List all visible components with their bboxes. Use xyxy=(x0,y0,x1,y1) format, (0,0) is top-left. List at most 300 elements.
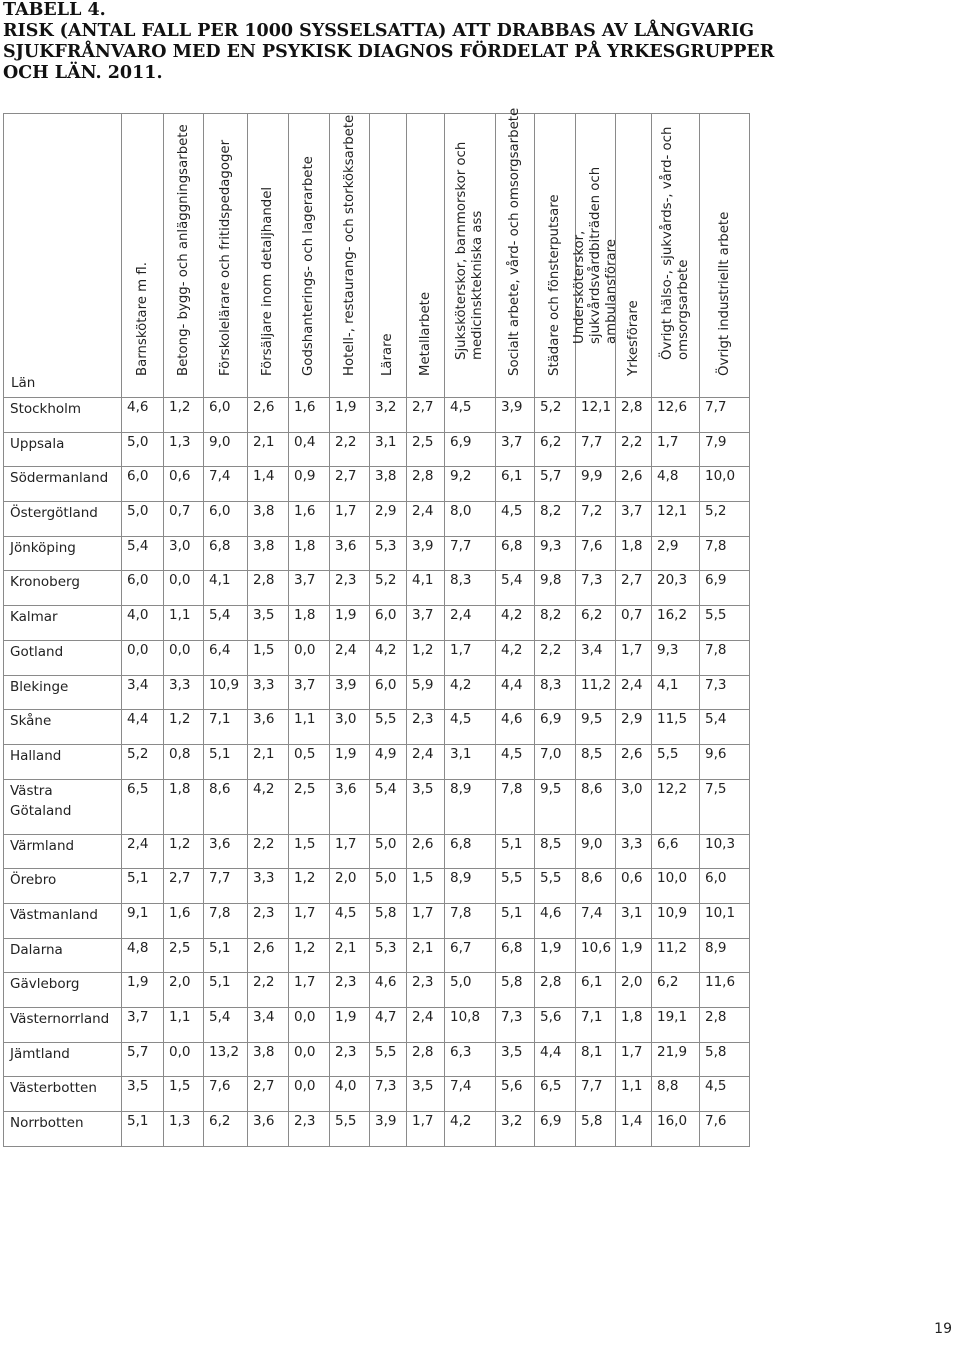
value-cell: 4,6 xyxy=(496,710,535,745)
value-cell: 2,4 xyxy=(407,502,445,537)
value-cell: 5,2 xyxy=(535,398,576,433)
value-cell: 7,4 xyxy=(576,903,616,938)
value-cell: 7,8 xyxy=(204,903,248,938)
value-cell: 3,0 xyxy=(616,779,652,834)
value-cell: 6,0 xyxy=(204,502,248,537)
value-cell: 5,5 xyxy=(330,1112,370,1147)
value-cell: 0,9 xyxy=(289,467,330,502)
value-cell: 1,9 xyxy=(330,606,370,641)
value-cell: 3,3 xyxy=(164,675,204,710)
table-row xyxy=(4,834,750,869)
value-cell: 0,5 xyxy=(289,744,330,779)
value-cell: 4,5 xyxy=(496,744,535,779)
column-header-label: Yrkesförare xyxy=(625,300,641,376)
value-cell: 3,3 xyxy=(616,834,652,869)
value-cell: 1,1 xyxy=(289,710,330,745)
value-cell: 1,7 xyxy=(289,973,330,1008)
column-header xyxy=(652,114,700,398)
value-cell: 2,2 xyxy=(248,973,289,1008)
value-cell: 1,7 xyxy=(330,502,370,537)
region-cell: Södermanland xyxy=(4,467,122,502)
value-cell: 3,7 xyxy=(496,432,535,467)
table-body xyxy=(4,398,750,1147)
table-row xyxy=(4,1112,750,1147)
region-cell: Gotland xyxy=(4,640,122,675)
table-row xyxy=(4,606,750,641)
value-cell: 7,6 xyxy=(700,1112,750,1147)
value-cell: 11,2 xyxy=(576,675,616,710)
value-cell: 7,2 xyxy=(576,502,616,537)
value-cell: 16,2 xyxy=(652,606,700,641)
value-cell: 8,5 xyxy=(535,834,576,869)
column-header xyxy=(535,114,576,398)
region-cell: Skåne xyxy=(4,710,122,745)
value-cell: 4,2 xyxy=(370,640,407,675)
risk-table xyxy=(3,107,750,1147)
value-cell: 7,6 xyxy=(576,536,616,571)
value-cell: 2,4 xyxy=(445,606,496,641)
value-cell: 9,3 xyxy=(652,640,700,675)
column-header xyxy=(248,114,289,398)
value-cell: 2,4 xyxy=(407,744,445,779)
region-cell: Stockholm xyxy=(4,398,122,433)
value-cell: 8,2 xyxy=(535,502,576,537)
value-cell: 6,2 xyxy=(652,973,700,1008)
value-cell: 3,6 xyxy=(248,1112,289,1147)
value-cell: 3,5 xyxy=(248,606,289,641)
value-cell: 7,1 xyxy=(204,710,248,745)
table-row xyxy=(4,744,750,779)
value-cell: 8,9 xyxy=(445,779,496,834)
value-cell: 10,3 xyxy=(700,834,750,869)
value-cell: 3,9 xyxy=(407,536,445,571)
value-cell: 4,1 xyxy=(652,675,700,710)
value-cell: 7,3 xyxy=(700,675,750,710)
value-cell: 1,7 xyxy=(407,1112,445,1147)
header-row xyxy=(4,114,750,398)
value-cell: 4,9 xyxy=(370,744,407,779)
value-cell: 6,3 xyxy=(445,1042,496,1077)
value-cell: 1,6 xyxy=(289,502,330,537)
value-cell: 4,1 xyxy=(204,571,248,606)
value-cell: 6,0 xyxy=(370,606,407,641)
column-header xyxy=(700,114,750,398)
value-cell: 2,2 xyxy=(535,640,576,675)
value-cell: 5,4 xyxy=(370,779,407,834)
value-cell: 2,7 xyxy=(407,398,445,433)
region-cell: Dalarna xyxy=(4,938,122,973)
value-cell: 7,3 xyxy=(576,571,616,606)
value-cell: 9,1 xyxy=(122,903,164,938)
value-cell: 6,8 xyxy=(496,536,535,571)
value-cell: 3,5 xyxy=(407,1077,445,1112)
table-row xyxy=(4,869,750,904)
region-cell: Västmanland xyxy=(4,903,122,938)
value-cell: 7,7 xyxy=(576,1077,616,1112)
value-cell: 2,1 xyxy=(248,432,289,467)
value-cell: 7,8 xyxy=(496,779,535,834)
value-cell: 5,4 xyxy=(496,571,535,606)
value-cell: 3,6 xyxy=(204,834,248,869)
value-cell: 5,5 xyxy=(370,1042,407,1077)
value-cell: 5,9 xyxy=(407,675,445,710)
value-cell: 6,2 xyxy=(535,432,576,467)
value-cell: 5,4 xyxy=(204,1008,248,1043)
value-cell: 7,8 xyxy=(700,640,750,675)
value-cell: 5,4 xyxy=(700,710,750,745)
value-cell: 2,9 xyxy=(616,710,652,745)
value-cell: 3,0 xyxy=(164,536,204,571)
value-cell: 11,6 xyxy=(700,973,750,1008)
value-cell: 5,1 xyxy=(204,744,248,779)
value-cell: 10,6 xyxy=(576,938,616,973)
region-cell: Halland xyxy=(4,744,122,779)
table-row xyxy=(4,710,750,745)
title-line: RISK (ANTAL FALL PER 1000 SYSSELSATTA) ATT DRABBAS AV LÅNGVARIG xyxy=(3,21,755,41)
value-cell: 0,0 xyxy=(164,640,204,675)
table-row xyxy=(4,640,750,675)
value-cell: 2,9 xyxy=(370,502,407,537)
value-cell: 8,1 xyxy=(576,1042,616,1077)
value-cell: 21,9 xyxy=(652,1042,700,1077)
value-cell: 10,8 xyxy=(445,1008,496,1043)
column-header xyxy=(571,114,619,398)
value-cell: 1,5 xyxy=(407,869,445,904)
value-cell: 5,1 xyxy=(204,938,248,973)
value-cell: 5,1 xyxy=(204,973,248,1008)
value-cell: 2,9 xyxy=(652,536,700,571)
value-cell: 9,5 xyxy=(576,710,616,745)
column-header-label: Lärare xyxy=(380,333,395,376)
value-cell: 1,8 xyxy=(289,536,330,571)
value-cell: 5,8 xyxy=(370,903,407,938)
column-header xyxy=(204,114,248,398)
value-cell: 6,5 xyxy=(122,779,164,834)
value-cell: 1,9 xyxy=(616,938,652,973)
value-cell: 6,9 xyxy=(700,571,750,606)
value-cell: 2,1 xyxy=(248,744,289,779)
table-row xyxy=(4,1077,750,1112)
value-cell: 12,2 xyxy=(652,779,700,834)
value-cell: 9,0 xyxy=(576,834,616,869)
value-cell: 5,5 xyxy=(370,710,407,745)
value-cell: 6,5 xyxy=(535,1077,576,1112)
value-cell: 3,2 xyxy=(496,1112,535,1147)
value-cell: 2,3 xyxy=(330,973,370,1008)
table-row xyxy=(4,779,750,834)
value-cell: 5,4 xyxy=(122,536,164,571)
table-row xyxy=(4,675,750,710)
value-cell: 1,2 xyxy=(289,938,330,973)
value-cell: 3,9 xyxy=(496,398,535,433)
value-cell: 3,2 xyxy=(370,398,407,433)
value-cell: 5,0 xyxy=(122,432,164,467)
value-cell: 1,4 xyxy=(248,467,289,502)
value-cell: 2,3 xyxy=(248,903,289,938)
value-cell: 6,8 xyxy=(445,834,496,869)
column-header-label: Socialt arbete, vård- och omsorgsarbete xyxy=(507,107,522,376)
title-line: SJUKFRÅNVARO MED EN PSYKISK DIAGNOS FÖRDELAT PÅ YRKESGRUPPER xyxy=(3,42,775,62)
value-cell: 5,0 xyxy=(370,869,407,904)
value-cell: 4,8 xyxy=(652,467,700,502)
page-number: 19 xyxy=(934,1321,952,1337)
value-cell: 5,6 xyxy=(496,1077,535,1112)
value-cell: 2,3 xyxy=(330,571,370,606)
column-header xyxy=(122,114,164,398)
column-header xyxy=(445,114,496,398)
value-cell: 0,7 xyxy=(164,502,204,537)
value-cell: 0,0 xyxy=(164,1042,204,1077)
value-cell: 11,2 xyxy=(652,938,700,973)
column-header-label: Städare och fönsterputsare xyxy=(547,194,562,376)
value-cell: 3,7 xyxy=(289,675,330,710)
region-column-header xyxy=(4,114,122,398)
column-header xyxy=(330,114,370,398)
value-cell: 2,7 xyxy=(248,1077,289,1112)
value-cell: 5,4 xyxy=(204,606,248,641)
value-cell: 0,0 xyxy=(289,1077,330,1112)
column-header-label: Försäljare inom detaljhandel xyxy=(260,186,275,376)
value-cell: 6,0 xyxy=(700,869,750,904)
value-cell: 8,9 xyxy=(700,938,750,973)
column-header-label: Förskolelärare och fritidspedagoger xyxy=(217,139,233,376)
value-cell: 6,6 xyxy=(652,834,700,869)
value-cell: 5,1 xyxy=(496,834,535,869)
column-header-label: Övrigt industriellt arbete xyxy=(716,211,732,376)
value-cell: 7,7 xyxy=(576,432,616,467)
value-cell: 3,0 xyxy=(330,710,370,745)
column-header-label: Sjuksköterskor, barnmorskor och medicinsktekniska ass xyxy=(454,141,485,360)
value-cell: 2,0 xyxy=(330,869,370,904)
value-cell: 5,2 xyxy=(122,744,164,779)
value-cell: 3,5 xyxy=(496,1042,535,1077)
value-cell: 5,3 xyxy=(370,938,407,973)
value-cell: 9,9 xyxy=(576,467,616,502)
value-cell: 6,8 xyxy=(496,938,535,973)
table-row xyxy=(4,571,750,606)
value-cell: 3,7 xyxy=(616,502,652,537)
region-cell: Västerbotten xyxy=(4,1077,122,1112)
value-cell: 9,2 xyxy=(445,467,496,502)
value-cell: 3,1 xyxy=(616,903,652,938)
value-cell: 4,5 xyxy=(496,502,535,537)
value-cell: 1,3 xyxy=(164,432,204,467)
value-cell: 1,7 xyxy=(330,834,370,869)
value-cell: 3,5 xyxy=(407,779,445,834)
value-cell: 1,1 xyxy=(164,606,204,641)
value-cell: 2,7 xyxy=(616,571,652,606)
region-cell: Västernorrland xyxy=(4,1008,122,1043)
value-cell: 2,1 xyxy=(407,938,445,973)
value-cell: 3,6 xyxy=(248,710,289,745)
value-cell: 4,0 xyxy=(330,1077,370,1112)
value-cell: 12,6 xyxy=(652,398,700,433)
table-row xyxy=(4,432,750,467)
value-cell: 5,7 xyxy=(122,1042,164,1077)
value-cell: 6,0 xyxy=(204,398,248,433)
value-cell: 10,9 xyxy=(652,903,700,938)
value-cell: 1,2 xyxy=(164,398,204,433)
value-cell: 11,5 xyxy=(652,710,700,745)
value-cell: 2,5 xyxy=(164,938,204,973)
value-cell: 4,4 xyxy=(496,675,535,710)
value-cell: 1,6 xyxy=(164,903,204,938)
value-cell: 6,0 xyxy=(370,675,407,710)
value-cell: 10,1 xyxy=(700,903,750,938)
value-cell: 5,0 xyxy=(445,973,496,1008)
value-cell: 3,7 xyxy=(289,571,330,606)
value-cell: 1,7 xyxy=(445,640,496,675)
value-cell: 1,5 xyxy=(164,1077,204,1112)
value-cell: 2,6 xyxy=(616,744,652,779)
value-cell: 5,6 xyxy=(535,1008,576,1043)
value-cell: 4,5 xyxy=(700,1077,750,1112)
value-cell: 5,5 xyxy=(535,869,576,904)
value-cell: 0,0 xyxy=(122,640,164,675)
value-cell: 2,8 xyxy=(616,398,652,433)
value-cell: 4,6 xyxy=(535,903,576,938)
column-header-label: Hotell-, restaurang- och storköksarbete xyxy=(341,114,357,376)
value-cell: 3,8 xyxy=(370,467,407,502)
region-cell: Kalmar xyxy=(4,606,122,641)
value-cell: 7,4 xyxy=(204,467,248,502)
title-line: TABELL 4. xyxy=(3,0,106,20)
value-cell: 2,4 xyxy=(122,834,164,869)
value-cell: 9,8 xyxy=(535,571,576,606)
table-title xyxy=(3,0,903,84)
column-header-label: Godshanterings- och lagerarbete xyxy=(301,156,316,376)
value-cell: 5,3 xyxy=(370,536,407,571)
value-cell: 4,4 xyxy=(122,710,164,745)
value-cell: 3,3 xyxy=(248,675,289,710)
value-cell: 1,5 xyxy=(289,834,330,869)
column-header-label: Metallarbete xyxy=(417,291,433,376)
value-cell: 6,1 xyxy=(576,973,616,1008)
region-cell: Kronoberg xyxy=(4,571,122,606)
value-cell: 0,0 xyxy=(164,571,204,606)
column-header-label: Undersköterskor, sjukvårdsvårdbiträden och ambulansförare xyxy=(571,166,619,344)
value-cell: 4,6 xyxy=(370,973,407,1008)
value-cell: 5,2 xyxy=(370,571,407,606)
table-row xyxy=(4,973,750,1008)
value-cell: 4,7 xyxy=(370,1008,407,1043)
value-cell: 1,9 xyxy=(535,938,576,973)
value-cell: 3,4 xyxy=(248,1008,289,1043)
value-cell: 7,6 xyxy=(204,1077,248,1112)
value-cell: 2,8 xyxy=(700,1008,750,1043)
value-cell: 2,4 xyxy=(616,675,652,710)
value-cell: 7,7 xyxy=(445,536,496,571)
value-cell: 4,6 xyxy=(122,398,164,433)
column-header xyxy=(496,107,535,398)
column-header xyxy=(370,114,407,398)
value-cell: 7,7 xyxy=(204,869,248,904)
value-cell: 9,5 xyxy=(535,779,576,834)
value-cell: 6,9 xyxy=(535,710,576,745)
value-cell: 1,5 xyxy=(248,640,289,675)
value-cell: 2,2 xyxy=(330,432,370,467)
region-cell: Östergötland xyxy=(4,502,122,537)
value-cell: 1,6 xyxy=(289,398,330,433)
value-cell: 6,2 xyxy=(576,606,616,641)
table-row xyxy=(4,467,750,502)
value-cell: 8,6 xyxy=(204,779,248,834)
value-cell: 0,4 xyxy=(289,432,330,467)
value-cell: 3,8 xyxy=(248,1042,289,1077)
value-cell: 1,7 xyxy=(616,640,652,675)
table-row xyxy=(4,398,750,433)
region-cell: Västra Götaland xyxy=(4,779,122,834)
value-cell: 2,2 xyxy=(616,432,652,467)
value-cell: 6,7 xyxy=(445,938,496,973)
value-cell: 9,0 xyxy=(204,432,248,467)
value-cell: 6,0 xyxy=(122,571,164,606)
column-header xyxy=(164,114,204,398)
value-cell: 5,8 xyxy=(700,1042,750,1077)
region-cell: Jönköping xyxy=(4,536,122,571)
value-cell: 6,9 xyxy=(445,432,496,467)
value-cell: 7,0 xyxy=(535,744,576,779)
value-cell: 6,9 xyxy=(535,1112,576,1147)
value-cell: 2,6 xyxy=(248,398,289,433)
value-cell: 2,3 xyxy=(407,710,445,745)
value-cell: 8,8 xyxy=(652,1077,700,1112)
value-cell: 2,7 xyxy=(330,467,370,502)
value-cell: 2,6 xyxy=(616,467,652,502)
value-cell: 4,2 xyxy=(445,1112,496,1147)
region-cell: Norrbotten xyxy=(4,1112,122,1147)
value-cell: 7,3 xyxy=(496,1008,535,1043)
value-cell: 0,0 xyxy=(289,1042,330,1077)
value-cell: 9,6 xyxy=(700,744,750,779)
value-cell: 3,9 xyxy=(370,1112,407,1147)
value-cell: 6,2 xyxy=(204,1112,248,1147)
value-cell: 8,9 xyxy=(445,869,496,904)
value-cell: 0,8 xyxy=(164,744,204,779)
region-cell: Örebro xyxy=(4,869,122,904)
value-cell: 2,3 xyxy=(407,973,445,1008)
value-cell: 3,6 xyxy=(330,779,370,834)
value-cell: 13,2 xyxy=(204,1042,248,1077)
table-row xyxy=(4,502,750,537)
table-row xyxy=(4,1042,750,1077)
value-cell: 6,1 xyxy=(496,467,535,502)
value-cell: 2,1 xyxy=(330,938,370,973)
value-cell: 2,2 xyxy=(248,834,289,869)
value-cell: 2,6 xyxy=(407,834,445,869)
value-cell: 5,1 xyxy=(122,869,164,904)
value-cell: 2,3 xyxy=(289,1112,330,1147)
value-cell: 6,0 xyxy=(122,467,164,502)
column-header xyxy=(616,114,652,398)
value-cell: 8,5 xyxy=(576,744,616,779)
value-cell: 12,1 xyxy=(576,398,616,433)
value-cell: 3,4 xyxy=(576,640,616,675)
value-cell: 1,7 xyxy=(407,903,445,938)
value-cell: 7,5 xyxy=(700,779,750,834)
value-cell: 5,2 xyxy=(700,502,750,537)
value-cell: 5,8 xyxy=(496,973,535,1008)
column-header-label: Övrigt hälso-, sjukvårds-, vård- och omsorgsarbete xyxy=(659,126,691,360)
value-cell: 4,5 xyxy=(330,903,370,938)
value-cell: 1,9 xyxy=(330,1008,370,1043)
value-cell: 7,7 xyxy=(700,398,750,433)
region-cell: Uppsala xyxy=(4,432,122,467)
value-cell: 12,1 xyxy=(652,502,700,537)
value-cell: 8,3 xyxy=(445,571,496,606)
table-row xyxy=(4,938,750,973)
value-cell: 1,8 xyxy=(616,1008,652,1043)
